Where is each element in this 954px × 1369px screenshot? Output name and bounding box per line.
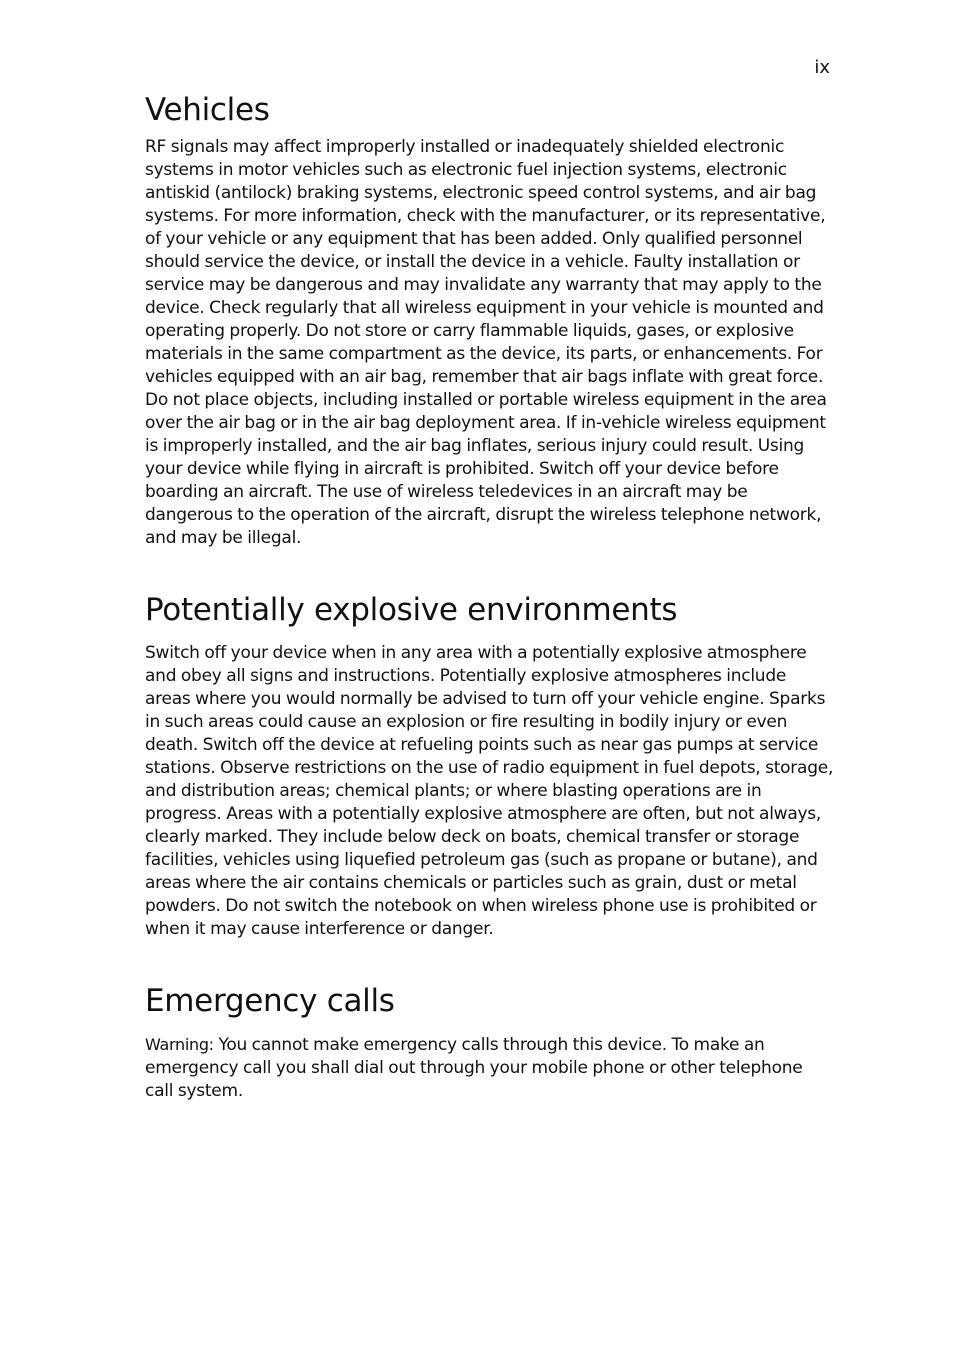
section-body-explosive-environments: Switch off your device when in any area with a potentially explosive atmosphere and obey all signs and instructions. Potentially explosive atmospheres include areas where you would normally be advised to turn off your vehicle engine. Sparks in such areas could cause an explosion or fire resulting in bodily injury or even death. Switch off the device at refueling points such as near gas pumps at service stations. Observe restrictions on the use of radio equipment in fuel depots, storage, and distribution areas; chemical plants; or where blasting operations are in progress. Areas with a potentially explosive atmosphere are often, but not always, clearly marked. They include below deck on boats, chemical transfer or storage facilities, vehicles using liquefied petroleum gas (such as propane or butane), and areas where the air contains chemicals or particles such as grain, dust or metal powders. Do not switch the notebook on when wireless phone use is prohibited or when it may cause interference or danger. xyxy=(145,643,834,939)
section-vehicles xyxy=(145,90,835,550)
warning-text: You cannot make emergency calls through this device. To make an emergency call you shall dial out through your mobile phone or other telephone call system. xyxy=(145,1035,803,1101)
page-content xyxy=(145,90,835,1103)
warning-label: Warning: xyxy=(145,1035,214,1054)
section-emergency-calls xyxy=(145,981,835,1103)
section-body-emergency-calls xyxy=(145,1033,835,1103)
section-heading-explosive-environments: Potentially explosive environments xyxy=(145,592,678,628)
section-body-vehicles: RF signals may affect improperly installed or inadequately shielded electronic systems in motor vehicles such as electronic fuel injection systems, electronic antiskid (antilock) braking systems, electronic speed control systems, and air bag systems. For more information, check with the manufacturer, or its representative, of your vehicle or any equipment that has been added. Only qualified personnel should service the device, or install the device in a vehicle. Faulty installation or service may be dangerous and may invalidate any warranty that may apply to the device. Check regularly that all wireless equipment in your vehicle is mounted and operating properly. Do not store or carry flammable liquids, gases, or explosive materials in the same compartment as the device, its parts, or enhancements. For vehicles equipped with an air bag, remember that air bags inflate with great force. Do not place objects, including installed or portable wireless equipment in the area over the air bag or in the air bag deployment area. If in-vehicle wireless equipment is improperly installed, and the air bag inflates, serious injury could result. Using your device while flying in aircraft is prohibited. Switch off your device before boarding an aircraft. The use of wireless teledevices in an aircraft may be dangerous to the operation of the aircraft, disrupt the wireless telephone network, and may be illegal. xyxy=(145,137,827,548)
section-heading-vehicles: Vehicles xyxy=(145,92,270,128)
section-explosive-environments xyxy=(145,590,835,941)
page-number: ix xyxy=(814,57,830,78)
section-heading-emergency-calls: Emergency calls xyxy=(145,983,395,1019)
